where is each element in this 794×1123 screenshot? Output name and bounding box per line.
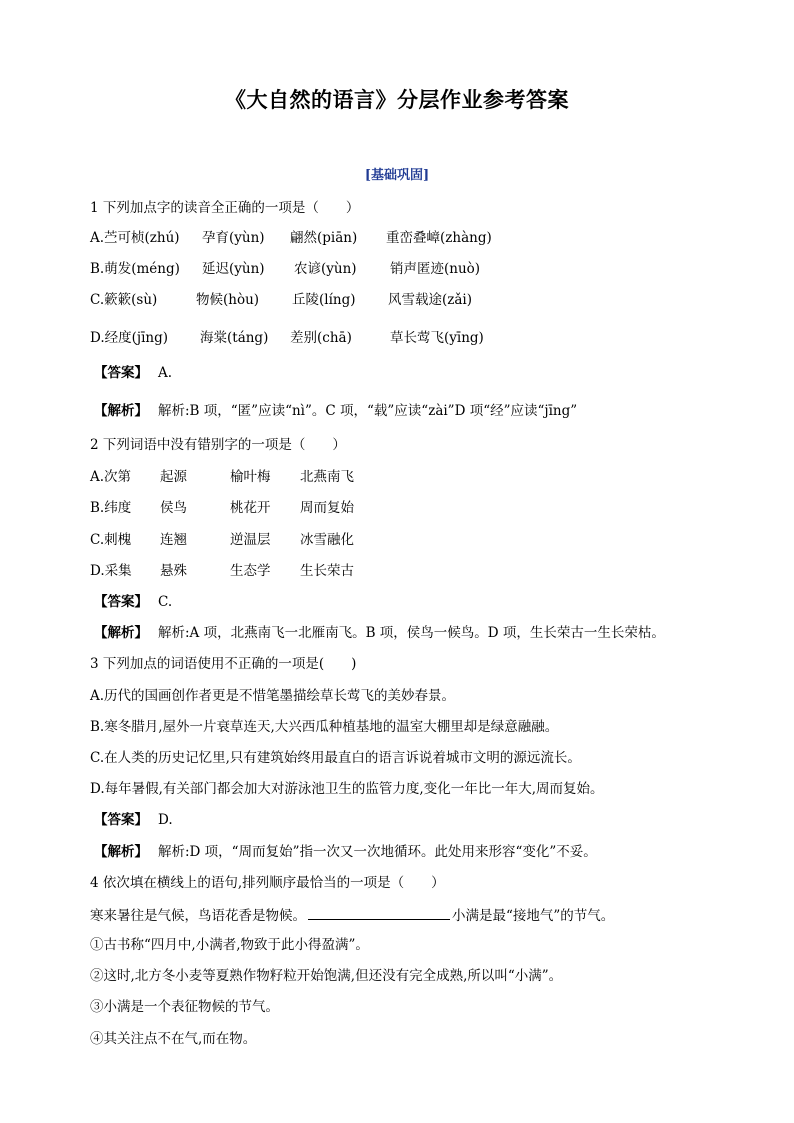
question-2-option-c [90,531,354,549]
question-4-sentence-2: ②这时,北方冬小麦等夏熟作物籽粒开始饱满,但还没有完全成熟,所以叫“小满”。 [90,968,563,984]
option-item: 周而复始 [300,500,354,516]
answer-tag: 【答案】 [94,365,148,381]
option-item: 侯鸟 [160,500,187,516]
option-item: A.次第 [90,469,132,485]
option-item: 桃花开 [230,500,271,516]
option-item: C.簌簌(sù) [90,292,158,308]
answer-value: D. [158,812,173,828]
option-item: 差别(chā) [290,330,352,346]
analysis-text: 解析:A 项，北燕南飞一北雁南飞。B 项，侯鸟一候鸟。D 项，生长荣古一生长荣枯。 [158,625,665,641]
question-1-option-b [90,260,480,278]
question-1-option-c [90,291,472,309]
question-2-option-a [90,468,354,486]
question-4-sentence-3: ③小满是一个表征物候的节气。 [90,999,279,1015]
question-4-sentence-4: ④其关注点不在气,而在物。 [90,1031,257,1047]
question-3-option-c: C.在人类的历史记忆里,只有建筑始终用最直白的语言诉说着城市文明的源远流长。 [90,750,581,766]
question-1-answer [94,364,172,382]
question-3-analysis [94,843,597,861]
option-item: 悬殊 [160,563,187,579]
option-item: 风雪载途(zǎi) [388,292,473,308]
option-item: 冰雪融化 [300,532,354,548]
option-item: 农谚(yùn) [294,261,357,277]
answer-value: C. [158,594,173,610]
question-3-answer [94,811,173,829]
option-item: 生态学 [230,563,271,579]
fill-blank [308,905,450,920]
lead-text-after: 小满是最“接地气”的节气。 [452,908,615,924]
question-3-stem: 3 下列加点的词语使用不正确的一项是( ) [90,656,357,672]
analysis-tag: 【解析】 [94,844,148,860]
option-item: 物候(hòu) [196,292,260,308]
option-item: 延迟(yùn) [202,261,265,277]
option-item: C.刺槐 [90,532,132,548]
question-1-option-a [90,229,492,247]
page-title: 《大自然的语言》分层作业参考答案 [225,87,569,112]
option-item: A.苎可桢(zhú) [90,230,180,246]
option-item: B.萌发(méng) [90,261,180,277]
question-4-sentence-1: ①古书称“四月中,小满者,物致于此小得盈满”。 [90,937,369,953]
analysis-tag: 【解析】 [94,625,148,641]
option-item: 草长莺飞(yīng) [390,330,484,346]
analysis-text: 解析:B 项，“匿”应读“nì”。C 项，“载”应读“zài”D 项“经”应读“jīng” [158,403,578,419]
question-4-lead [90,905,614,925]
option-item: 连翘 [160,532,187,548]
question-2-stem: 2 下列词语中没有错别字的一项是（ ） [90,437,346,453]
question-1-stem: 1 下列加点字的读音全正确的一项是（ ） [90,200,360,216]
option-item: 翩然(piān) [290,230,358,246]
answer-tag: 【答案】 [94,812,148,828]
option-item: 丘陵(líng) [292,292,356,308]
question-1-analysis [94,402,577,420]
question-3-option-a: A.历代的国画创作者更是不惜笔墨描绘草长莺飞的美妙春景。 [90,688,456,704]
question-3-option-d: D.每年暑假,有关部门都会加大对游泳池卫生的监管力度,变化一年比一年大,周而复始。 [90,781,604,797]
question-1-option-d [90,329,484,347]
question-2-option-b [90,499,354,517]
option-item: 生长荣古 [300,563,354,579]
question-2-analysis [94,624,665,642]
analysis-text: 解析:D 项，“周而复始”指一次又一次地循环。此处用来形容“变化”不妥。 [158,844,597,860]
option-item: 逆温层 [230,532,271,548]
option-item: 销声匿迹(nuò) [390,261,481,277]
option-item: B.纬度 [90,500,132,516]
answer-value: A. [158,365,173,381]
question-3-option-b: B.寒冬腊月,屋外一片衰草连天,大兴西瓜种植基地的温室大棚里却是绿意融融。 [90,719,559,735]
section-label: [基础巩固] [364,168,430,183]
question-4-stem: 4 依次填在横线上的语句,排列顺序最恰当的一项是（ ） [90,875,445,891]
option-item: D.采集 [90,563,132,579]
option-item: 重峦叠嶂(zhàng) [386,230,492,246]
answer-tag: 【答案】 [94,594,148,610]
option-item: 北燕南飞 [300,469,354,485]
lead-text-before: 寒来暑往是气候，鸟语花香是物候。 [90,908,306,924]
question-2-answer [94,593,172,611]
option-item: 孕育(yùn) [202,230,265,246]
option-item: D.经度(jīng) [90,330,169,346]
question-2-option-d [90,562,354,580]
option-item: 起源 [160,469,187,485]
option-item: 海棠(táng) [200,330,269,346]
option-item: 榆叶梅 [230,469,271,485]
analysis-tag: 【解析】 [94,403,148,419]
